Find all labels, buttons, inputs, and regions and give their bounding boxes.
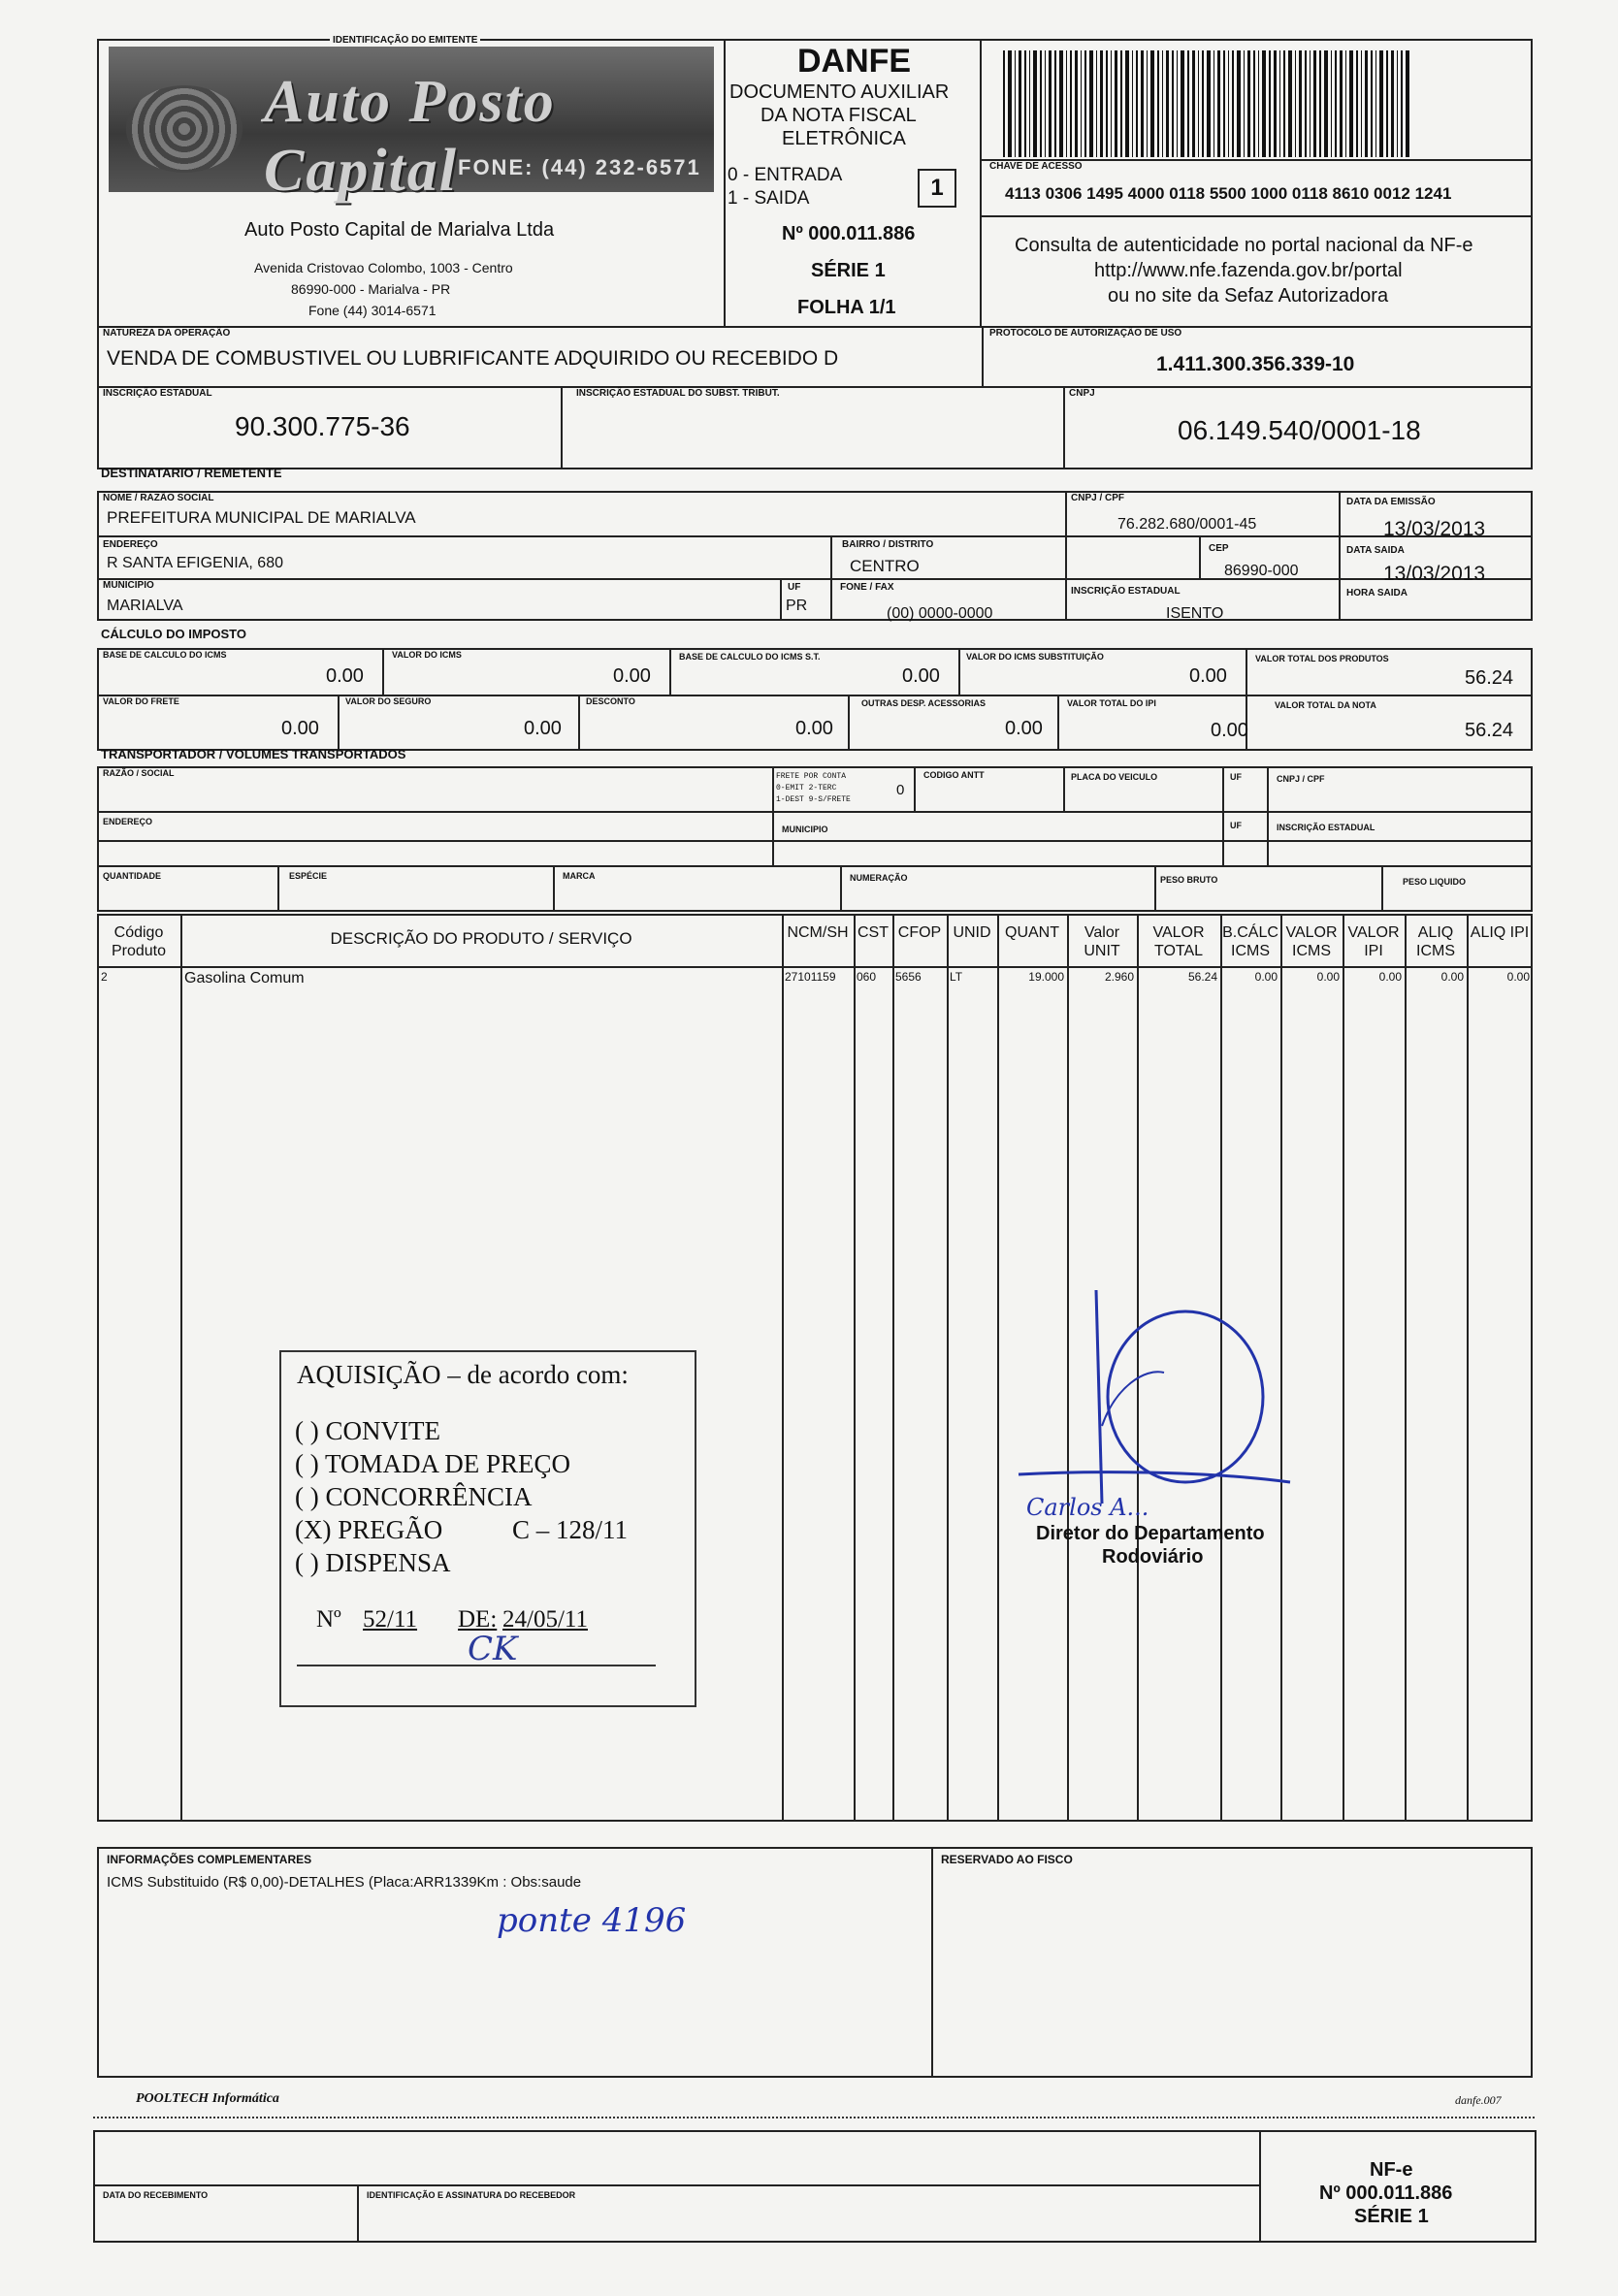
dest-endereco-label: ENDEREÇO [103,539,158,550]
desconto: 0.00 [795,718,833,739]
dest-hora-label: HORA SAIDA [1346,588,1408,598]
info-label: INFORMAÇÕES COMPLEMENTARES [107,1853,312,1866]
info-text: ICMS Substituido (R$ 0,00)-DETALHES (Placa:ARR1339Km : Obs:saude [107,1874,582,1891]
imp-v8 [1057,696,1059,751]
ie-div1 [561,386,563,469]
stamp-title: AQUISIÇÃO – de acordo com: [297,1360,629,1389]
dest-v2 [1339,491,1341,621]
recebimento-label: DATA DO RECEBIMENTO [103,2190,209,2200]
footer-nfe-num: Nº 000.011.886 [1319,2183,1453,2204]
product-cell: 2 [101,970,108,984]
tr-peso-bruto-label: PESO BRUTO [1160,875,1218,885]
valor-icms: 0.00 [613,665,651,687]
dest-cep-label: CEP [1209,543,1229,554]
tr-h3 [97,865,1533,867]
frete-label: VALOR DO FRETE [103,696,179,706]
emitente-city: 86990-000 - Marialva - PR [291,281,451,297]
product-header-cell: DESCRIÇÃO DO PRODUTO / SERVIÇO [330,929,632,948]
imp-v3 [958,648,960,695]
tr-v4 [1222,766,1224,865]
receipt-v2 [1259,2130,1261,2243]
ie-label: INSCRIÇÃO ESTADUAL [103,388,212,399]
assinatura-label: IDENTIFICAÇÃO E ASSINATURA DO RECEBEDOR [367,2190,576,2200]
product-cell: 060 [857,970,877,984]
product-column-line [854,914,856,1822]
danfe-title: DANFE [797,43,912,80]
dest-emissao: 13/03/2013 [1383,518,1486,540]
danfe-sub3: ELETRÔNICA [782,128,906,149]
outras: 0.00 [1005,718,1043,739]
tr-endereco-label: ENDEREÇO [103,817,153,826]
valor-st: 0.00 [1189,665,1227,687]
receipt-h [93,2184,1261,2186]
aquisicao-stamp [279,1350,696,1707]
danfe-saida: 1 - SAIDA [728,188,810,209]
dest-cep: 86990-000 [1224,563,1299,579]
protocolo-value: 1.411.300.356.339-10 [1156,353,1355,375]
tr-uf2-label: UF [1230,821,1242,830]
total-nota-label: VALOR TOTAL DA NOTA [1275,700,1376,710]
ipi: 0.00 [1211,720,1248,741]
frete: 0.00 [281,718,319,739]
product-cell: 0.00 [1316,970,1340,984]
valor-st-label: VALOR DO ICMS SUBSTITUIÇÃO [966,652,1104,662]
product-cell: 2.960 [1104,970,1134,984]
product-header-cell: QUANT [1005,924,1059,941]
imp-v1 [382,648,384,695]
dest-v5 [780,580,782,621]
tr-v8 [840,867,842,912]
chave-value: 4113 0306 1495 4000 0118 5500 1000 0118 8610 0012 1241 [1005,184,1452,203]
imp-v7 [848,696,850,751]
seguro: 0.00 [524,718,562,739]
dest-v3 [830,537,832,621]
product-column-line [1343,914,1344,1822]
dest-emissao-label: DATA DA EMISSÃO [1346,497,1436,507]
signature-role1: Diretor do Departamento [1036,1523,1265,1544]
tr-razao-label: RAZÃO / SOCIAL [103,768,175,778]
product-column-line [947,914,949,1822]
fisco-label: RESERVADO AO FISCO [941,1853,1073,1866]
product-cell: 0.00 [1254,970,1278,984]
company-logo [109,47,714,204]
dest-v1 [1065,491,1067,621]
stamp-initials: CK [468,1630,518,1668]
product-header-cell: Valor UNIT [1084,924,1120,959]
natureza-value: VENDA DE COMBUSTIVEL OU LUBRIFICANTE ADQUIRIDO OU RECEBIDO D [107,347,839,370]
stamp-opt1: ( ) CONVITE [295,1416,440,1445]
product-cell: 0.00 [1378,970,1402,984]
tr-marca-label: MARCA [563,871,596,881]
total-prod-label: VALOR TOTAL DOS PRODUTOS [1255,654,1389,663]
emitente-name: Auto Posto Capital de Marialva Ltda [244,219,555,241]
signature-role2: Rodoviário [1102,1546,1204,1568]
dest-ie-label: INSCRIÇÃO ESTADUAL [1071,586,1181,597]
imp-v2 [669,648,671,695]
tr-ie-label: INSCRIÇÃO ESTADUAL [1277,823,1375,832]
logo-text: Auto Posto Capital [264,69,556,204]
tr-frete-label3: 1-DEST 9-S/FRETE [776,795,851,804]
product-column-line [180,914,182,1822]
tr-h1 [97,811,1533,813]
tr-antt-label: CODIGO ANTT [923,770,985,780]
form-code: danfe.007 [1455,2093,1502,2107]
seguro-label: VALOR DO SEGURO [345,696,432,706]
fisco-box [931,1847,1533,2078]
dest-cnpj: 76.282.680/0001-45 [1117,516,1257,533]
imp-v6 [578,696,580,751]
stamp-num: 52/11 [363,1606,418,1633]
product-column-line [997,914,999,1822]
tr-frete-label1: FRETE POR CONTA [776,772,847,781]
danfe-serie: SÉRIE 1 [811,260,886,281]
cnpj-label: CNPJ [1069,388,1095,399]
product-header-cell: NCM/SH [787,924,849,941]
receipt-v1 [357,2184,359,2243]
tr-peso-liquido-label: PESO LIQUIDO [1403,877,1467,887]
product-header-cell: VALOR TOTAL [1152,924,1205,959]
imp-v5 [338,696,340,751]
protocolo-label: PROTOCOLO DE AUTORIZAÇÃO DE USO [989,328,1182,339]
product-header-cell: ALIQ IPI [1470,924,1530,941]
tr-v5 [1267,766,1269,865]
product-header-cell: UNID [953,924,991,941]
footer-nfe: NF-e [1370,2159,1413,2181]
chave-label: CHAVE DE ACESSO [989,161,1083,172]
info-handwritten: ponte 4196 [497,1901,687,1940]
stamp-opt2: ( ) TOMADA DE PREÇO [295,1449,571,1478]
total-nota: 56.24 [1465,720,1514,741]
ipi-label: VALOR TOTAL DO IPI [1067,698,1156,708]
ie-st-label: INSCRIÇÃO ESTADUAL DO SUBST. TRIBUT. [576,388,780,399]
stamp-opt5: ( ) DISPENSA [295,1548,451,1577]
product-header-cell: VALOR ICMS [1285,924,1338,959]
logo-phone: FONE: (44) 232-6571 [458,155,701,179]
valor-icms-label: VALOR DO ICMS [392,650,462,660]
emitente-phone: Fone (44) 3014-6571 [308,303,437,318]
product-header-cell: CST [858,924,889,941]
tr-v1 [772,766,774,865]
ie-div2 [1063,386,1065,469]
product-header-cell: ALIQ ICMS [1416,924,1455,959]
dest-fone: (00) 0000-0000 [887,605,993,622]
product-header-cell: VALOR IPI [1347,924,1400,959]
dest-h1 [97,535,1533,537]
dest-bairro: CENTRO [850,557,920,575]
tr-municipio-label: MUNICIPIO [782,825,828,834]
product-column-line [892,914,894,1822]
base-icms: 0.00 [326,665,364,687]
footer-nfe-serie: SÉRIE 1 [1354,2206,1429,2227]
imp-h1 [97,695,1533,696]
danfe-numero: Nº 000.011.886 [782,223,916,244]
tr-v2 [914,766,916,813]
tr-frete-label2: 0-EMIT 2-TERC [776,784,837,792]
product-cell: 56.24 [1187,970,1217,984]
stamp-num-label: Nº [316,1606,341,1633]
dest-cnpj-label: CNPJ / CPF [1071,493,1125,503]
dest-saida: 13/03/2013 [1383,563,1486,585]
tr-placa-label: PLACA DO VEICULO [1071,772,1158,782]
danfe-sub1: DOCUMENTO AUXILIAR [729,81,950,103]
danfe-sub2: DA NOTA FISCAL [760,105,917,126]
cut-line [93,2117,1535,2118]
dest-municipio-label: MUNICIPIO [103,580,154,591]
tr-v9 [1154,867,1156,912]
dest-v4 [1199,537,1201,580]
danfe-folha: FOLHA 1/1 [797,297,896,318]
product-cell: Gasolina Comum [184,970,305,986]
tr-uf-label: UF [1230,772,1242,782]
tr-numeracao-label: NUMERAÇÃO [850,873,908,883]
stamp-opt4: (X) PREGÃO [295,1515,443,1544]
stamp-opt3: ( ) CONCORRÊNCIA [295,1482,533,1511]
emitente-address: Avenida Cristovao Colombo, 1003 - Centro [254,260,513,275]
dest-bairro-label: BAIRRO / DISTRITO [842,539,934,550]
product-column-line [782,914,784,1822]
product-header-cell: CFOP [897,924,942,941]
tr-qtd-label: QUANTIDADE [103,871,161,881]
desconto-label: DESCONTO [586,696,635,706]
dest-fone-label: FONE / FAX [840,582,894,593]
product-cell: 27101159 [785,970,836,984]
dest-saida-label: DATA SAIDA [1346,545,1405,556]
total-prod: 56.24 [1465,667,1514,689]
dest-uf: PR [786,598,808,614]
product-cell: 19.000 [1028,970,1064,984]
stamp-de: 24/05/11 [502,1606,588,1633]
tr-v10 [1381,867,1383,912]
product-cell: 5656 [895,970,922,984]
tr-cnpj-label: CNPJ / CPF [1277,774,1325,784]
tr-v3 [1063,766,1065,813]
consulta-line3: ou no site da Sefaz Autorizadora [1108,285,1389,307]
emitente-label: IDENTIFICAÇÃO DO EMITENTE [330,35,480,46]
consulta-line1: Consulta de autenticidade no portal nacional da NF-e [1015,235,1473,256]
product-header-cell: B.CÁLC ICMS [1222,924,1278,959]
dest-endereco: R SANTA EFIGENIA, 680 [107,555,283,571]
product-column-line [1467,914,1469,1822]
product-cell: LT [950,970,963,984]
tr-h2 [97,840,1533,842]
natureza-label: NATUREZA DA OPERAÇÃO [103,328,231,339]
destinatario-section: DESTINATARIO / REMETENTE [101,466,282,480]
stamp-opt4b: C – 128/11 [512,1515,629,1544]
product-column-line [1405,914,1407,1822]
dest-nome: PREFEITURA MUNICIPAL DE MARIALVA [107,508,416,527]
tr-frete-value: 0 [896,782,905,798]
software-credit: POOLTECH Informática [136,2091,279,2106]
ie-value: 90.300.775-36 [235,411,410,441]
tr-especie-label: ESPÉCIE [289,871,328,881]
dest-nome-label: NOME / RAZÃO SOCIAL [103,493,214,503]
tr-v6 [277,867,279,912]
transportador-section: TRANSPORTADOR / VOLUMES TRANSPORTADOS [101,747,406,761]
product-cell: 0.00 [1440,970,1464,984]
imposto-section: CÁLCULO DO IMPOSTO [101,627,246,641]
product-cell: 0.00 [1506,970,1530,984]
barcode [1003,50,1511,157]
base-st-label: BASE DE CALCULO DO ICMS S.T. [679,652,821,662]
base-st: 0.00 [902,665,940,687]
chave-divider2 [980,215,1533,217]
signature-name: Carlos A... [1026,1494,1149,1521]
tr-v7 [553,867,555,912]
prod-header-line [97,966,1533,968]
dest-uf-label: UF [788,582,801,593]
stamp-de-label: DE: [458,1606,498,1633]
dest-municipio: MARIALVA [107,598,183,614]
dest-ie: ISENTO [1166,605,1224,622]
dest-h2 [97,578,1533,580]
danfe-tipo-box: 1 [918,169,956,208]
cnpj-value: 06.149.540/0001-18 [1178,415,1421,445]
base-icms-label: BASE DE CALCULO DO ICMS [103,650,227,660]
outras-label: OUTRAS DESP. ACESSORIAS [861,698,987,708]
product-header-cell: Código Produto [111,924,167,959]
consulta-line2: http://www.nfe.fazenda.gov.br/portal [1094,260,1403,281]
danfe-entrada: 0 - ENTRADA [728,165,843,185]
